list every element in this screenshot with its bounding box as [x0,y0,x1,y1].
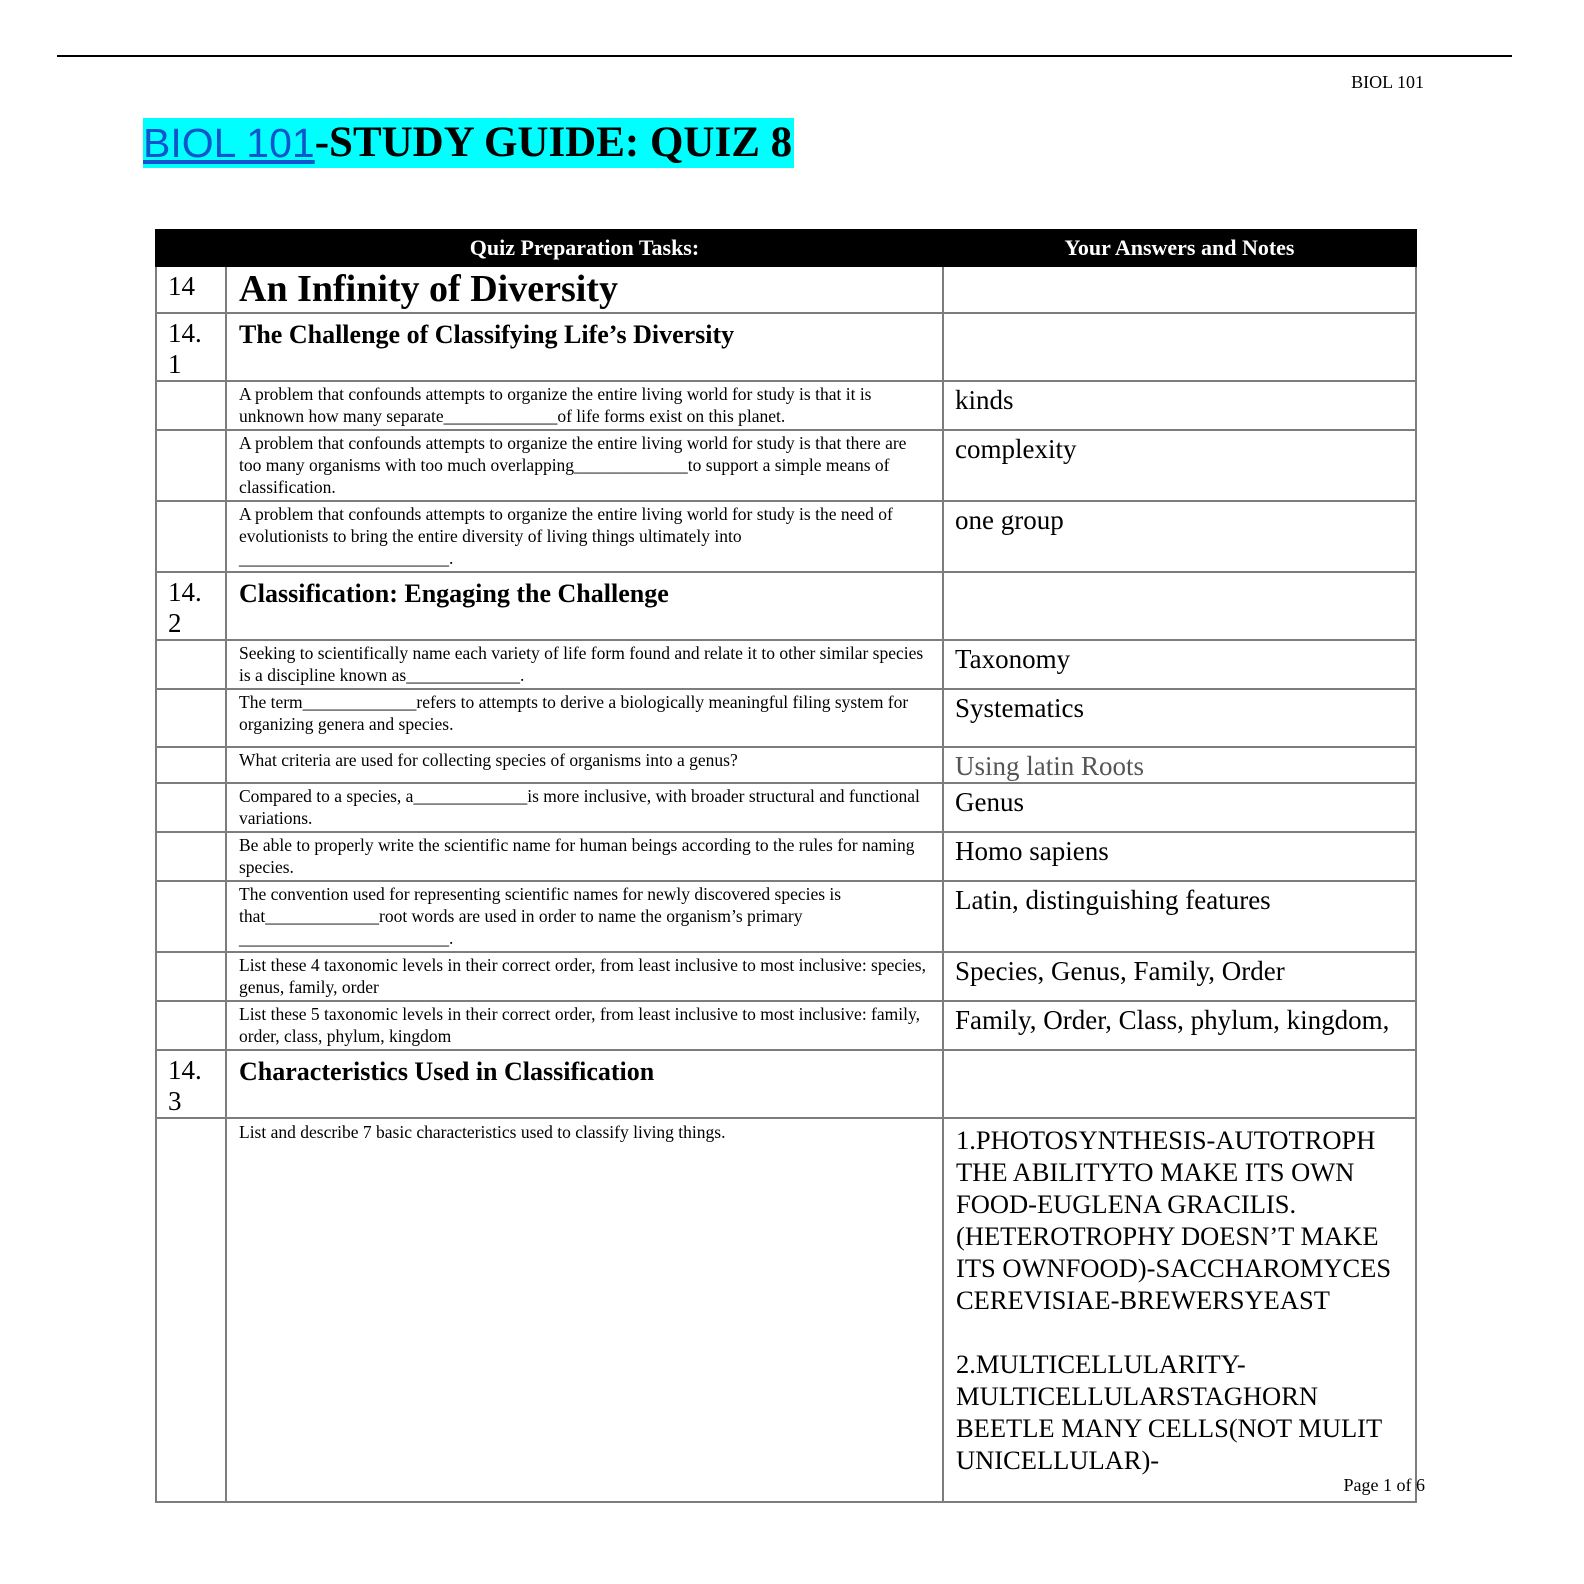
answer-cell[interactable]: complexity [943,430,1416,501]
table-row [156,881,1416,952]
table-row [156,381,1416,430]
question-text: What criteria are used for collecting species of organisms into a genus? [226,747,943,783]
header-tasks: Quiz Preparation Tasks: [226,230,943,266]
section-number: 14. 1 [156,313,226,381]
header-num-cell [156,230,226,266]
course-link[interactable]: BIOL 101 [143,120,315,166]
section-title: Characteristics Used in Classification [226,1050,943,1118]
number-cell [156,881,226,952]
answer-cell[interactable]: Species, Genus, Family, Order [943,952,1416,1001]
answer-cell[interactable] [943,313,1416,381]
question-text: A problem that confounds attempts to organize the entire living world for study is that it is unknown how many separate_____________of life forms exist on this planet. [226,381,943,430]
answer-cell[interactable]: kinds [943,381,1416,430]
answer-cell[interactable]: one group [943,501,1416,572]
answer-cell[interactable]: Latin, distinguishing features [943,881,1416,952]
table-row [156,1001,1416,1050]
answer-cell[interactable]: Homo sapiens [943,832,1416,881]
number-cell [156,832,226,881]
number-cell [156,783,226,832]
question-text: A problem that confounds attempts to organize the entire living world for study is the need of evolutionists to bring the entire diversity of living things ultimately into ________________________. [226,501,943,572]
table-row [156,952,1416,1001]
question-text: A problem that confounds attempts to organize the entire living world for study is that there are too many organisms with too much overlapping_____________to support a simple means of classification. [226,430,943,501]
number-cell [156,1118,226,1502]
number-cell [156,640,226,689]
section-title: An Infinity of Diversity [226,266,943,313]
answer-cell[interactable]: Systematics [943,689,1416,747]
question-text: The convention used for representing scientific names for newly discovered species is that_____________root words are used in order to name the organism’s primary ________________________. [226,881,943,952]
number-cell [156,381,226,430]
answer-cell[interactable]: Genus [943,783,1416,832]
number-cell [156,501,226,572]
table-row [156,689,1416,747]
table-row [156,1050,1416,1118]
table-row [156,747,1416,783]
table-row [156,572,1416,640]
section-number: 14. 2 [156,572,226,640]
answer-cell[interactable] [943,266,1416,313]
section-number: 14. 3 [156,1050,226,1118]
table-row [156,501,1416,572]
section-title: The Challenge of Classifying Life’s Diversity [226,313,943,381]
study-guide-table [155,229,1417,1503]
answer-cell[interactable]: Taxonomy [943,640,1416,689]
header-answers: Your Answers and Notes [943,230,1416,266]
number-cell [156,952,226,1001]
question-text: The term_____________refers to attempts to derive a biologically meaningful filing system for organizing genera and species. [226,689,943,747]
number-cell [156,747,226,783]
answer-cell[interactable]: Using latin Roots [943,747,1416,783]
page-number: Page 1 of 6 [1343,1475,1425,1495]
question-text: Be able to properly write the scientific name for human beings according to the rules for naming species. [226,832,943,881]
answer-cell[interactable] [943,572,1416,640]
answer-cell[interactable] [943,1050,1416,1118]
table-row [156,313,1416,381]
answer-cell[interactable]: 1.PHOTOSYNTHESIS-AUTOTROPH THE ABILITYTO MAKE ITS OWN FOOD-EUGLENA GRACILIS. (HETEROTROPHY DOESN’T MAKE ITS OWNFOOD)-SACCHAROMYCES CEREVISIAE-BREWERSYEAST 2.MULTICELLULARITY-MULTICELLULARSTAGHORN BEETLE MANY CELLS(NOT MULIT UNICELLULAR)- [943,1118,1416,1502]
table-row [156,266,1416,313]
section-title: Classification: Engaging the Challenge [226,572,943,640]
table-row [156,430,1416,501]
question-text: List these 4 taxonomic levels in their correct order, from least inclusive to most inclusive: species, genus, family, order [226,952,943,1001]
table-row [156,1118,1416,1502]
answer-cell[interactable]: Family, Order, Class, phylum, kingdom, [943,1001,1416,1050]
table-header-row [156,230,1416,266]
section-number: 14 [156,266,226,313]
header-rule [57,55,1512,57]
question-text: List and describe 7 basic characteristics used to classify living things. [226,1118,943,1502]
question-text: Seeking to scientifically name each variety of life form found and relate it to other similar species is a discipline known as_____________. [226,640,943,689]
number-cell [156,1001,226,1050]
page-title [143,118,794,168]
table-row [156,783,1416,832]
question-text: List these 5 taxonomic levels in their correct order, from least inclusive to most inclusive: family, order, class, phylum, kingdom [226,1001,943,1050]
table-row [156,832,1416,881]
number-cell [156,430,226,501]
table-row [156,640,1416,689]
question-text: Compared to a species, a_____________is more inclusive, with broader structural and functional variations. [226,783,943,832]
title-text: -STUDY GUIDE: QUIZ 8 [314,119,793,166]
running-header: BIOL 101 [1351,72,1424,92]
number-cell [156,689,226,747]
